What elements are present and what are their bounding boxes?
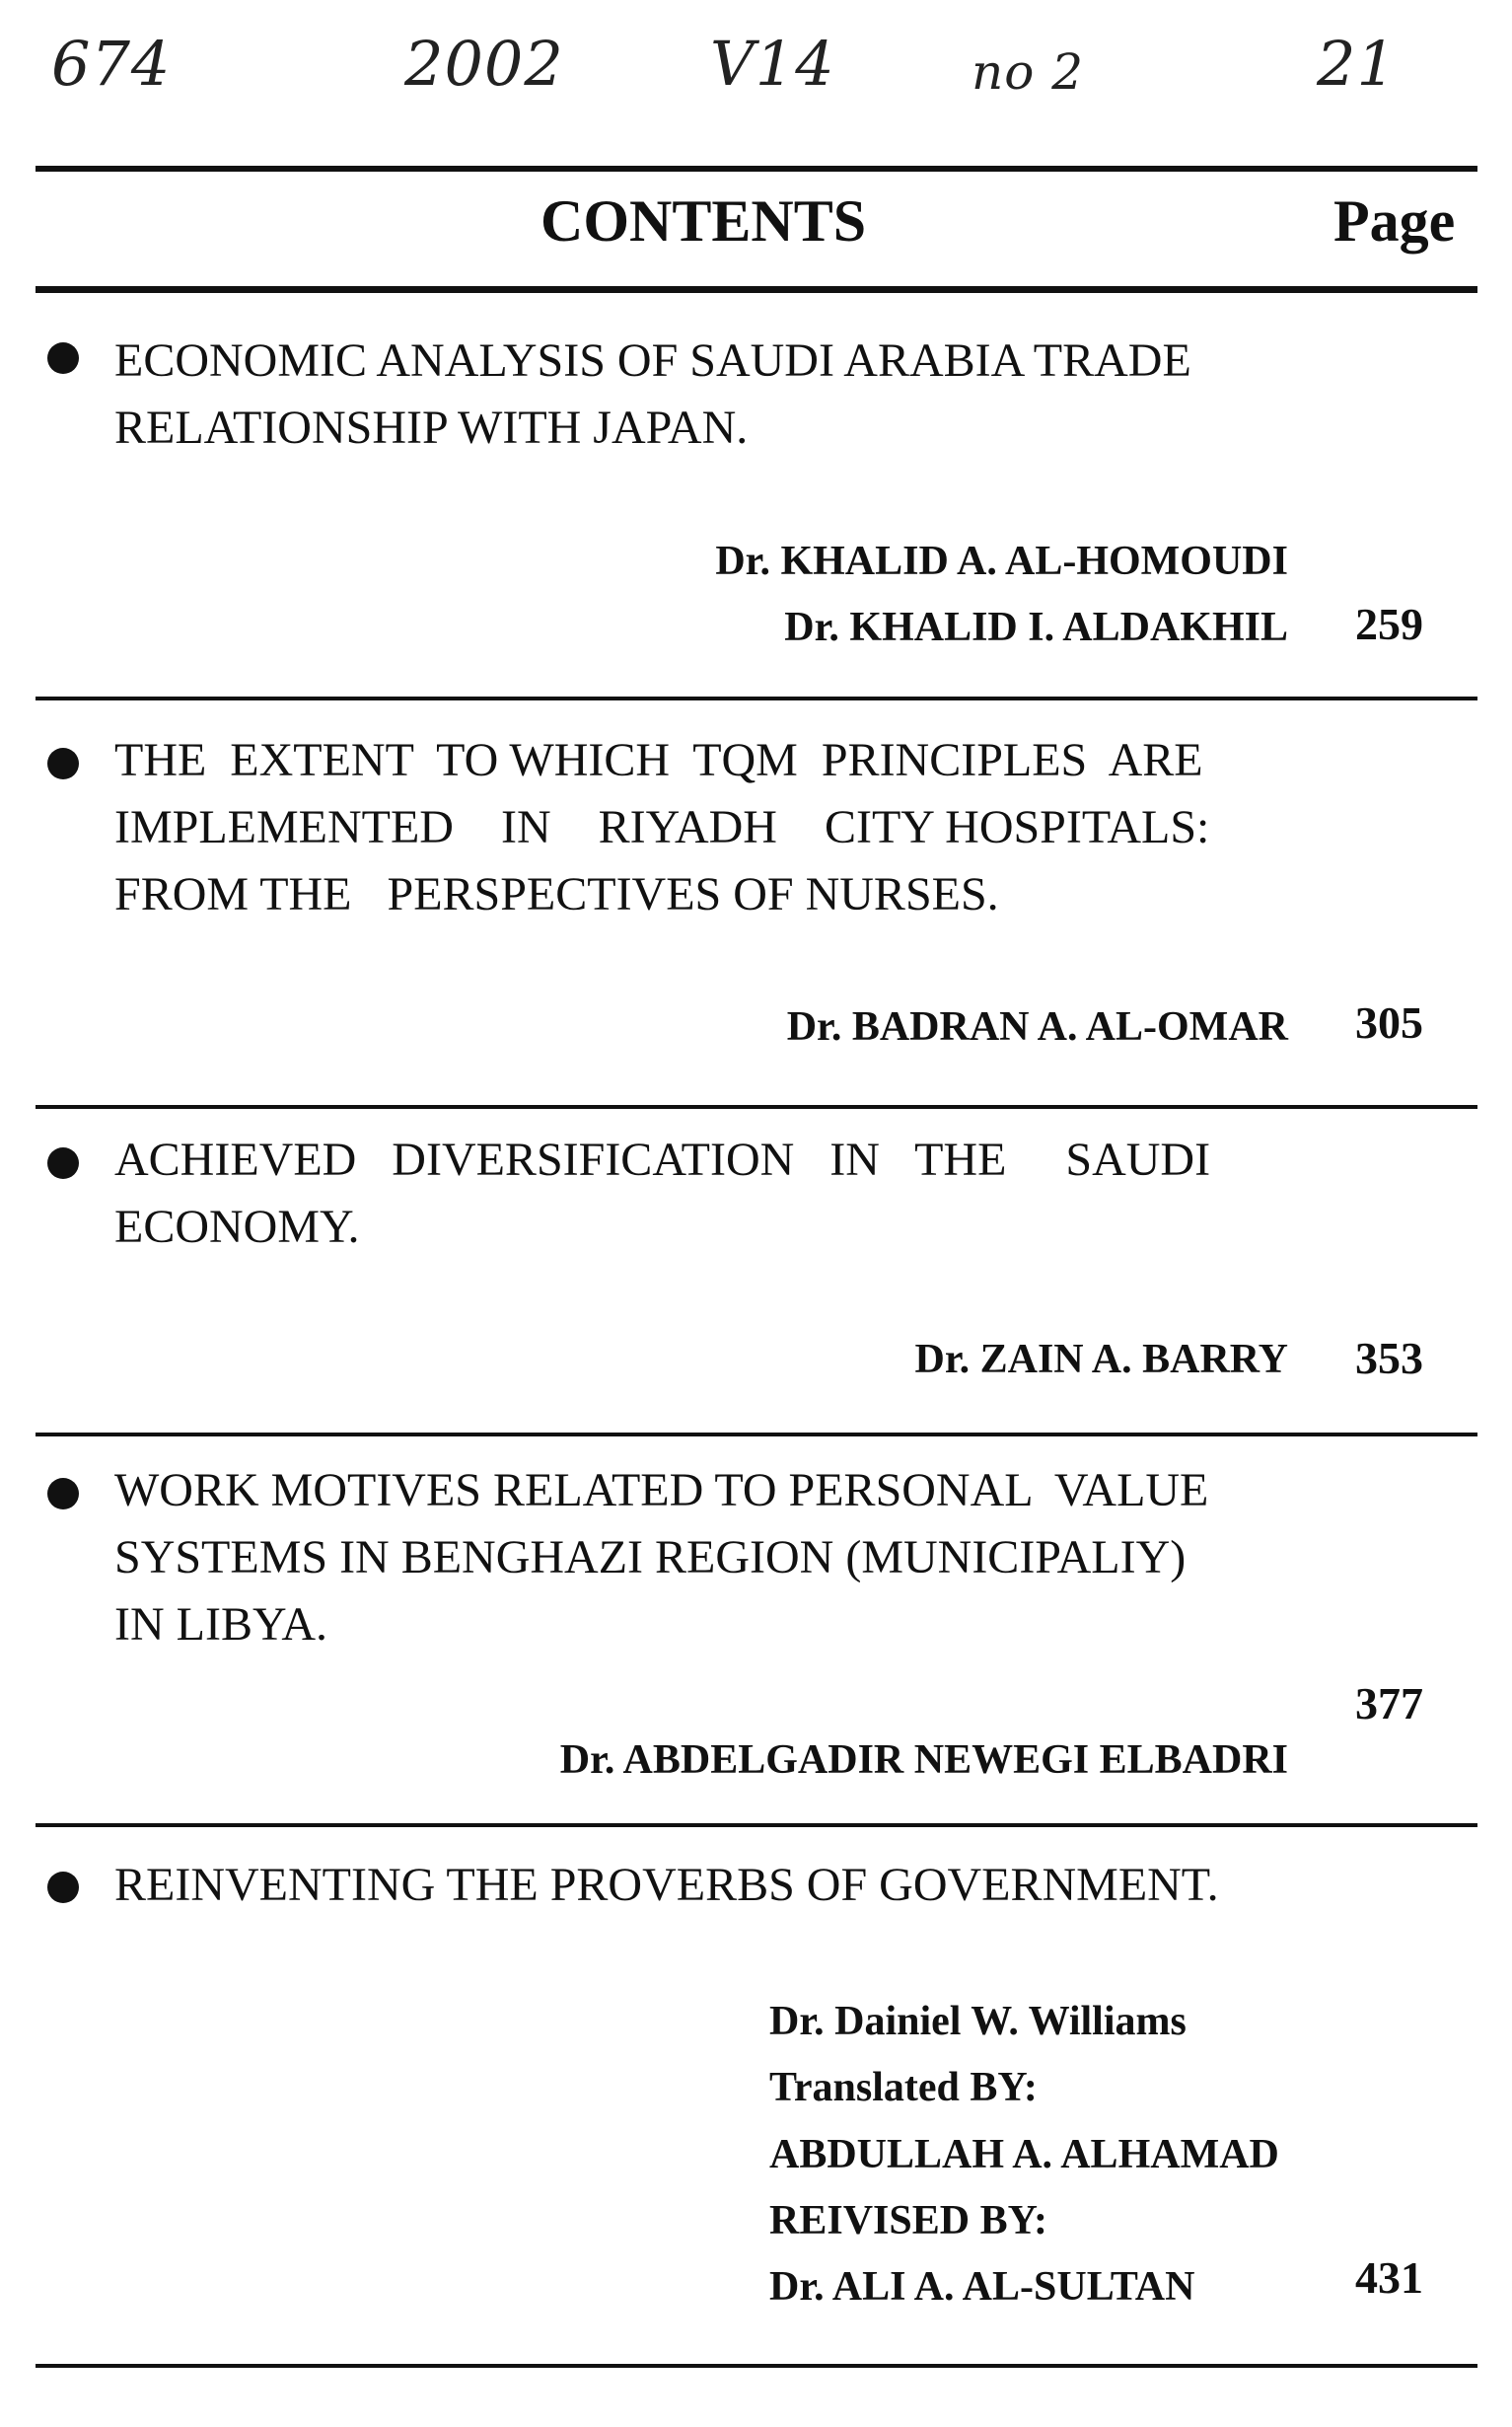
bottom-rule (36, 2364, 1477, 2368)
handwritten-note-2: 2002 (404, 28, 564, 100)
bullet-icon (47, 1147, 79, 1179)
entry-author: Translated BY: (769, 2065, 1038, 2110)
entry-page-number: 431 (1355, 2252, 1423, 2303)
entry-author: Dr. ALI A. AL-SULTAN (769, 2264, 1195, 2310)
entry-page-number: 259 (1355, 599, 1423, 649)
contents-heading: CONTENTS (540, 188, 867, 254)
entry-title-line: SYSTEMS IN BENGHAZI REGION (MUNICIPALIY) (114, 1531, 1187, 1583)
entry-title-line: RELATIONSHIP WITH JAPAN. (114, 402, 749, 454)
entry-author: Dr. KHALID I. ALDAKHIL (784, 605, 1288, 650)
entry-author: REIVISED BY: (769, 2198, 1048, 2243)
entry-author: ABDULLAH A. ALHAMAD (769, 2132, 1279, 2177)
handwritten-note-4: no 2 (972, 43, 1085, 101)
entry-title-line: THE EXTENT TO WHICH TQM PRINCIPLES ARE (114, 734, 1203, 786)
entry-title-line: FROM THE PERSPECTIVES OF NURSES. (114, 868, 999, 920)
entry-divider (36, 1823, 1477, 1827)
entry-divider (36, 1433, 1477, 1436)
entry-author: Dr. ABDELGADIR NEWEGI ELBADRI (559, 1737, 1288, 1783)
bullet-icon (47, 1478, 79, 1509)
entry-title-line: ACHIEVED DIVERSIFICATION IN THE SAUDI (114, 1134, 1211, 1186)
entry-title-line: WORK MOTIVES RELATED TO PERSONAL VALUE (114, 1464, 1209, 1516)
entry-divider (36, 1105, 1477, 1109)
page-column-heading: Page (1333, 188, 1456, 254)
entry-page-number: 353 (1355, 1333, 1423, 1383)
entry-divider (36, 697, 1477, 700)
entry-page-number: 377 (1355, 1678, 1423, 1728)
entry-title-line: IN LIBYA. (114, 1598, 327, 1651)
handwritten-note-3: V14 (710, 28, 835, 100)
bullet-icon (47, 342, 79, 374)
entry-author: Dr. BADRAN A. AL-OMAR (786, 1004, 1288, 1050)
header-bottom-rule (36, 286, 1477, 293)
entry-author: Dr. Dainiel W. Williams (769, 1999, 1187, 2044)
bullet-icon (47, 748, 79, 779)
entry-author: Dr. ZAIN A. BARRY (914, 1337, 1288, 1382)
bullet-icon (47, 1872, 79, 1903)
entry-title-line: ECONOMY. (114, 1201, 360, 1253)
entry-author: Dr. KHALID A. AL-HOMOUDI (715, 539, 1288, 584)
entry-title-line: IMPLEMENTED IN RIYADH CITY HOSPITALS: (114, 801, 1210, 853)
header-top-rule (36, 166, 1477, 172)
entry-title-line: REINVENTING THE PROVERBS OF GOVERNMENT. (114, 1859, 1219, 1911)
handwritten-note-5: 21 (1317, 28, 1397, 100)
handwritten-note-1: 674 (51, 28, 172, 100)
entry-page-number: 305 (1355, 997, 1423, 1048)
entry-title-line: ECONOMIC ANALYSIS OF SAUDI ARABIA TRADE (114, 334, 1191, 387)
